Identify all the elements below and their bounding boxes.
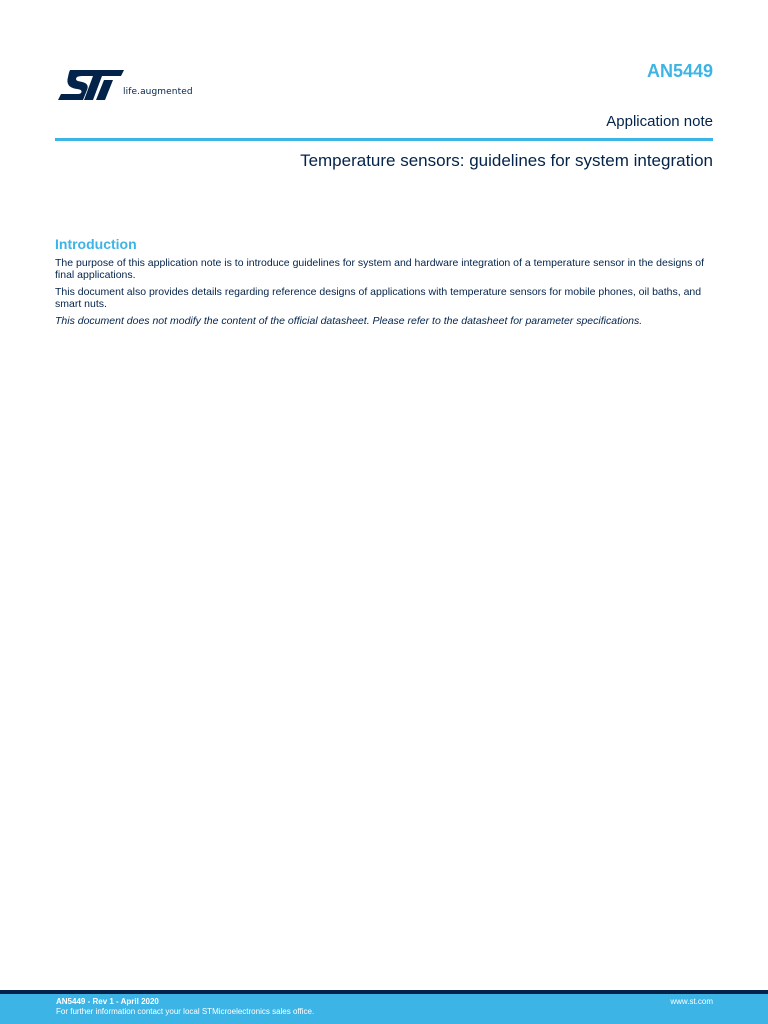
st-logo [56,68,201,104]
introduction-paragraph: This document also provides details regarding reference designs of applications with temperature sensors for mobile phones, oil baths, and smart nuts. [55,286,702,310]
introduction-section [55,236,715,332]
document-title: Temperature sensors: guidelines for system integration [300,151,713,170]
document-id: AN5449 [646,61,713,81]
st-logo-icon [56,68,124,104]
datasheet-note: This document does not modify the content of the official datasheet. Please refer to the datasheet for parameter specifications. [55,315,643,327]
footer-website-link[interactable]: www.st.com [670,997,713,1006]
introduction-heading: Introduction [55,236,137,252]
introduction-paragraph: The purpose of this application note is to introduce guidelines for system and hardware integration of a temperature sensor in the designs of final applications. [55,257,705,281]
header-divider [55,138,713,141]
document-type: Application note [606,113,713,130]
logo-tagline: life.augmented [123,87,193,97]
footer-info [56,997,314,1017]
footer-revision: AN5449 - Rev 1 - April 2020 [56,997,159,1006]
footer-contact: For further information contact your local STMicroelectronics sales office. [56,1007,315,1016]
